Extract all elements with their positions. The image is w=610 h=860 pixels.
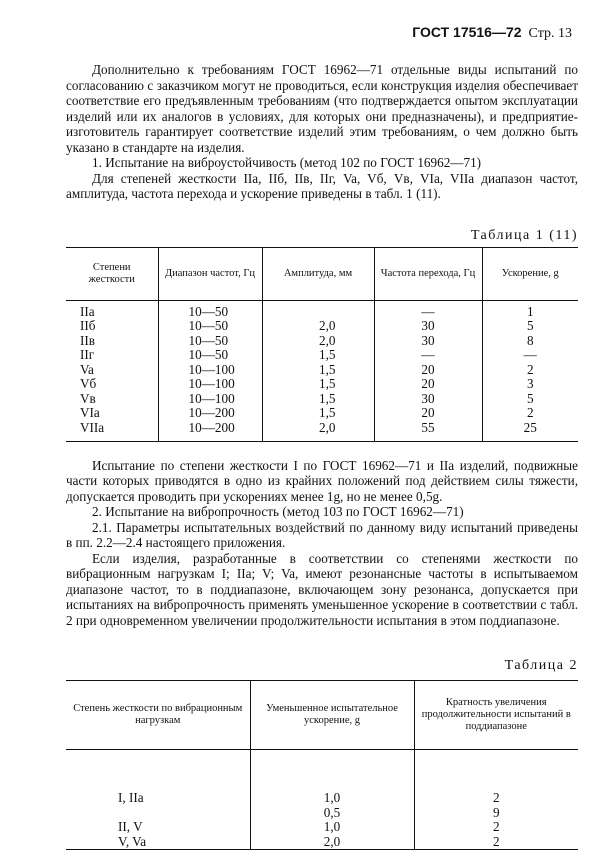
table1-header-cell: Степени жесткости bbox=[66, 248, 158, 301]
table2-header-cell: Кратность увеличения продолжительности испытаний в поддиапазоне bbox=[414, 680, 578, 749]
table1-header-cell: Ускорение, g bbox=[482, 248, 578, 301]
table-cell: 30 bbox=[374, 392, 482, 407]
table-cell: — bbox=[374, 305, 482, 320]
table-cell: 5 bbox=[482, 319, 578, 334]
table-cell: IIв bbox=[80, 332, 96, 348]
table-cell: 20 bbox=[374, 377, 482, 392]
table-row bbox=[66, 820, 578, 835]
table2-header-cell: Уменьшенное испытательное ускорение, g bbox=[250, 680, 414, 749]
table-cell: 20 bbox=[374, 406, 482, 421]
table-row bbox=[66, 835, 578, 850]
table-cell: IIб bbox=[80, 318, 96, 333]
table1-header-row bbox=[66, 248, 578, 301]
table-cell: 1,5 bbox=[262, 363, 374, 378]
page-header bbox=[0, 24, 572, 42]
table-cell: 8 bbox=[482, 334, 578, 349]
table-row bbox=[66, 806, 578, 821]
table-cell: 20 bbox=[374, 363, 482, 378]
table-cell: Vв bbox=[80, 390, 96, 406]
table-cell: 2,0 bbox=[262, 421, 374, 436]
table-cell: 10—100 bbox=[158, 377, 262, 392]
table-cell: — bbox=[482, 348, 578, 363]
table-cell: 1,5 bbox=[262, 406, 374, 421]
table-cell: Vб bbox=[80, 376, 97, 391]
table-row bbox=[66, 421, 578, 436]
standard-number: ГОСТ 17516—72 bbox=[412, 24, 522, 40]
table-cell: 2,0 bbox=[262, 319, 374, 334]
paragraph: Испытание по степени жесткости I по ГОСТ 16962—71 и IIa изделий, подвижные части которых приводятся в одно из крайних положений под действием силы тяжести, допускается проводить при ускорениях менее 1g, но не менее 0,5g. bbox=[66, 457, 578, 504]
table-row bbox=[66, 319, 578, 334]
table-cell bbox=[262, 305, 374, 320]
page-content bbox=[66, 62, 578, 850]
table-cell: 1,5 bbox=[262, 392, 374, 407]
table-row bbox=[66, 406, 578, 421]
table-cell: 30 bbox=[374, 319, 482, 334]
paragraph: Дополнительно к требованиям ГОСТ 16962—71 отдельные виды испытаний по согласованию с заказчиком могут не проводиться, если конструкция изделия обеспечивает соответствие его предъявленным требованиям (что подтверждается опытом эксплуатации изделий или их аналогов в условиях, для которых они предназначены), и предприятие-изготовитель гарантирует соответствие изделий этим требованиям, о чем должно быть указано в стандарте на изделия. bbox=[66, 62, 578, 155]
table1 bbox=[66, 247, 578, 442]
table2-header-row bbox=[66, 680, 578, 749]
table-row bbox=[66, 392, 578, 407]
table1-header-cell: Диапазон частот, Гц bbox=[158, 248, 262, 301]
table-cell: 1,5 bbox=[262, 377, 374, 392]
table-cell: 2 bbox=[414, 820, 578, 835]
table-cell: 1 bbox=[482, 305, 578, 320]
table-cell: I, IIa bbox=[118, 790, 144, 805]
table-cell: 10—50 bbox=[158, 334, 262, 349]
table2-header-cell: Степень жесткости по вибрационным нагрузкам bbox=[66, 680, 250, 749]
table-cell: 1,0 bbox=[250, 791, 414, 806]
table-cell: 10—100 bbox=[158, 363, 262, 378]
table-cell: 5 bbox=[482, 392, 578, 407]
table-cell: 55 bbox=[374, 421, 482, 436]
table-cell: 10—50 bbox=[158, 348, 262, 363]
table-row bbox=[66, 377, 578, 392]
table-cell: 0,5 bbox=[250, 806, 414, 821]
table-cell: 2,0 bbox=[262, 334, 374, 349]
table-row bbox=[66, 305, 578, 320]
table1-header-cell: Частота перехода, Гц bbox=[374, 248, 482, 301]
table1-caption: Таблица 1 (11) bbox=[470, 227, 578, 243]
table-cell: 10—200 bbox=[158, 421, 262, 436]
table-cell: 1,5 bbox=[262, 348, 374, 363]
table-cell: VIa bbox=[80, 405, 100, 420]
table-cell: IIa bbox=[80, 303, 95, 319]
table-cell: 10—50 bbox=[158, 305, 262, 320]
table-cell: 10—100 bbox=[158, 392, 262, 407]
table-cell bbox=[66, 806, 250, 821]
table-cell: Va bbox=[80, 361, 94, 377]
table-cell: 1,0 bbox=[250, 820, 414, 835]
table-row bbox=[66, 791, 578, 806]
table-cell: — bbox=[374, 348, 482, 363]
table-cell: 3 bbox=[482, 377, 578, 392]
table-cell: 9 bbox=[414, 806, 578, 821]
page-number: Стр. 13 bbox=[528, 26, 572, 41]
table-cell: 10—200 bbox=[158, 406, 262, 421]
section-heading: 1. Испытание на виброустойчивость (метод 102 по ГОСТ 16962—71) bbox=[92, 155, 482, 170]
table1-header-cell: Амплитуда, мм bbox=[262, 248, 374, 301]
table-cell: 2 bbox=[482, 363, 578, 378]
table-cell: II, V bbox=[118, 819, 143, 834]
table-cell: 2 bbox=[482, 406, 578, 421]
table-row bbox=[66, 363, 578, 378]
section-heading: 2. Испытание на вибропрочность (метод 103 по ГОСТ 16962—71) bbox=[92, 504, 464, 519]
table2 bbox=[66, 680, 578, 851]
table-cell: 30 bbox=[374, 334, 482, 349]
table-cell: V, Va bbox=[118, 833, 147, 849]
table2-caption: Таблица 2 bbox=[504, 658, 578, 673]
table-cell: 2 bbox=[414, 835, 578, 850]
table-cell: VIIa bbox=[80, 419, 105, 435]
table-cell: 2,0 bbox=[250, 835, 414, 850]
paragraph: Если изделия, разработанные в соответствии со степенями жесткости по вибрационным нагрузкам I; IIa; V; Va, имеют резонансные частоты в испытываемом диапазоне частот, то в поддиапазоне, включающем зону резонанса, допускается при испытаниях на вибропрочность применять уменьшенное ускорение в соответствии с табл. 2 при одновременном увеличении продолжительности испытания в этом поддиапазоне. bbox=[66, 550, 578, 628]
table-cell: IIг bbox=[80, 347, 95, 362]
table-row bbox=[66, 348, 578, 363]
table-cell: 2 bbox=[414, 791, 578, 806]
table-row bbox=[66, 334, 578, 349]
paragraph: Для степеней жесткости IIa, IIб, IIв, IIг, Va, Vб, Vв, VIa, VIIa диапазон частот, амплитуда, частота перехода и ускорение приведены в табл. 1 (11). bbox=[66, 170, 578, 201]
table-cell: 10—50 bbox=[158, 319, 262, 334]
table-cell: 25 bbox=[482, 421, 578, 436]
paragraph: 2.1. Параметры испытательных воздействий по данному виду испытаний приведены в пп. 2.2—2.4 настоящего приложения. bbox=[66, 519, 578, 550]
